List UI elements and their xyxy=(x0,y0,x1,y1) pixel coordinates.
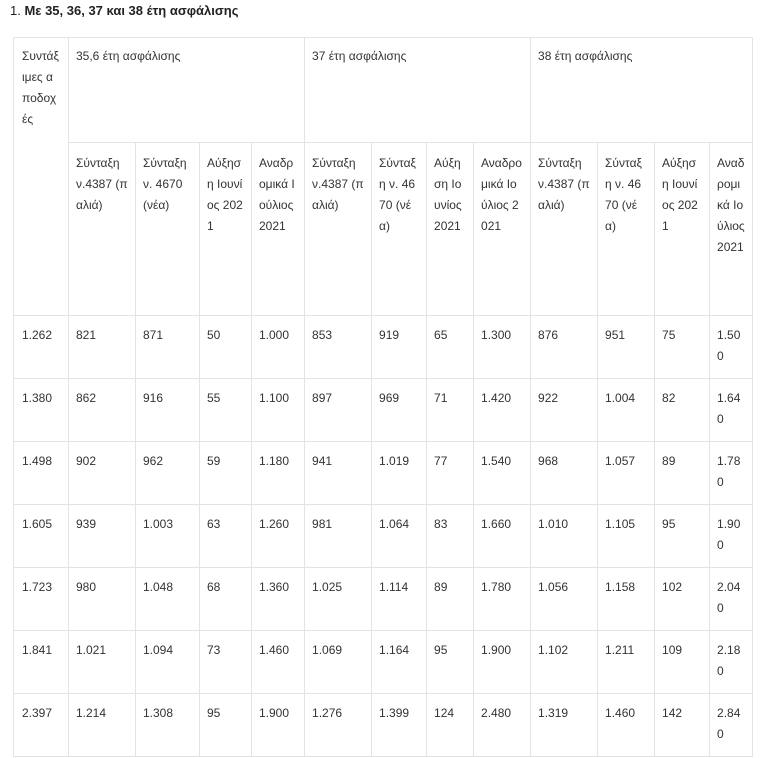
value-cell: 1.180 xyxy=(252,442,305,505)
value-cell: 1.056 xyxy=(531,568,598,631)
value-cell: 902 xyxy=(69,442,136,505)
value-cell: 1.360 xyxy=(252,568,305,631)
value-cell: 1.021 xyxy=(69,631,136,694)
value-cell: 63 xyxy=(200,505,252,568)
table-row xyxy=(14,442,753,505)
subheader-cell: Σύνταξη ν. 4670 (νέα) xyxy=(598,143,655,316)
earnings-cell: 1.498 xyxy=(14,442,69,505)
value-cell: 95 xyxy=(200,694,252,757)
value-cell: 82 xyxy=(655,379,710,442)
value-cell: 1.064 xyxy=(372,505,427,568)
earnings-cell: 1.380 xyxy=(14,379,69,442)
value-cell: 2.180 xyxy=(710,631,753,694)
subheader-cell: Αύξηση Ιουνίος 2021 xyxy=(655,143,710,316)
table-row xyxy=(14,379,753,442)
value-cell: 919 xyxy=(372,316,427,379)
value-cell: 1.211 xyxy=(598,631,655,694)
value-cell: 939 xyxy=(69,505,136,568)
subheader-cell: Αναδρομικά Ιούλιος 2021 xyxy=(710,143,753,316)
group-header: 38 έτη ασφάλισης xyxy=(531,38,753,143)
value-cell: 95 xyxy=(655,505,710,568)
heading-number: 1. xyxy=(10,3,21,18)
value-cell: 1.276 xyxy=(305,694,372,757)
value-cell: 109 xyxy=(655,631,710,694)
heading-text: Με 35, 36, 37 και 38 έτη ασφάλισης xyxy=(24,3,239,18)
table-row xyxy=(14,568,753,631)
earnings-cell: 1.605 xyxy=(14,505,69,568)
value-cell: 922 xyxy=(531,379,598,442)
table-row xyxy=(14,631,753,694)
value-cell: 1.000 xyxy=(252,316,305,379)
value-cell: 142 xyxy=(655,694,710,757)
value-cell: 1.048 xyxy=(136,568,200,631)
subheader-cell: Σύνταξη ν.4387 (παλιά) xyxy=(305,143,372,316)
value-cell: 862 xyxy=(69,379,136,442)
value-cell: 1.100 xyxy=(252,379,305,442)
value-cell: 1.019 xyxy=(372,442,427,505)
subheader-row xyxy=(14,143,753,316)
value-cell: 89 xyxy=(427,568,474,631)
value-cell: 83 xyxy=(427,505,474,568)
value-cell: 969 xyxy=(372,379,427,442)
value-cell: 2.480 xyxy=(474,694,531,757)
value-cell: 2.840 xyxy=(710,694,753,757)
value-cell: 2.040 xyxy=(710,568,753,631)
value-cell: 55 xyxy=(200,379,252,442)
pension-table xyxy=(13,37,753,757)
value-cell: 1.003 xyxy=(136,505,200,568)
group-header: 37 έτη ασφάλισης xyxy=(305,38,531,143)
value-cell: 1.102 xyxy=(531,631,598,694)
value-cell: 853 xyxy=(305,316,372,379)
table-row xyxy=(14,505,753,568)
table-row xyxy=(14,316,753,379)
value-cell: 941 xyxy=(305,442,372,505)
value-cell: 59 xyxy=(200,442,252,505)
value-cell: 821 xyxy=(69,316,136,379)
header-row xyxy=(14,38,753,143)
value-cell: 871 xyxy=(136,316,200,379)
value-cell: 1.214 xyxy=(69,694,136,757)
value-cell: 1.780 xyxy=(710,442,753,505)
subheader-cell: Αναδρομικά Ιούλιος 2021 xyxy=(252,143,305,316)
value-cell: 1.420 xyxy=(474,379,531,442)
subheader-cell: Αύξηση Ιουνίος 2021 xyxy=(200,143,252,316)
value-cell: 1.010 xyxy=(531,505,598,568)
value-cell: 962 xyxy=(136,442,200,505)
value-cell: 1.105 xyxy=(598,505,655,568)
subheader-cell: Σύνταξη ν.4387 (παλιά) xyxy=(69,143,136,316)
value-cell: 1.540 xyxy=(474,442,531,505)
value-cell: 1.164 xyxy=(372,631,427,694)
value-cell: 102 xyxy=(655,568,710,631)
value-cell: 1.640 xyxy=(710,379,753,442)
subheader-cell: Αύξηση Ιουνίος 2021 xyxy=(427,143,474,316)
section-heading xyxy=(10,3,238,18)
group-header: 35,6 έτη ασφάλισης xyxy=(69,38,305,143)
value-cell: 68 xyxy=(200,568,252,631)
value-cell: 1.260 xyxy=(252,505,305,568)
value-cell: 897 xyxy=(305,379,372,442)
value-cell: 1.069 xyxy=(305,631,372,694)
value-cell: 77 xyxy=(427,442,474,505)
value-cell: 1.900 xyxy=(474,631,531,694)
value-cell: 1.094 xyxy=(136,631,200,694)
header-cell: Συντάξιμες αποδοχές xyxy=(14,38,69,316)
value-cell: 1.025 xyxy=(305,568,372,631)
value-cell: 65 xyxy=(427,316,474,379)
value-cell: 981 xyxy=(305,505,372,568)
value-cell: 89 xyxy=(655,442,710,505)
earnings-cell: 1.723 xyxy=(14,568,69,631)
value-cell: 124 xyxy=(427,694,474,757)
value-cell: 71 xyxy=(427,379,474,442)
value-cell: 1.300 xyxy=(474,316,531,379)
value-cell: 1.780 xyxy=(474,568,531,631)
value-cell: 73 xyxy=(200,631,252,694)
value-cell: 951 xyxy=(598,316,655,379)
value-cell: 95 xyxy=(427,631,474,694)
value-cell: 1.660 xyxy=(474,505,531,568)
value-cell: 1.399 xyxy=(372,694,427,757)
value-cell: 1.319 xyxy=(531,694,598,757)
earnings-cell: 1.841 xyxy=(14,631,69,694)
value-cell: 1.004 xyxy=(598,379,655,442)
value-cell: 1.057 xyxy=(598,442,655,505)
value-cell: 1.460 xyxy=(252,631,305,694)
value-cell: 1.900 xyxy=(710,505,753,568)
value-cell: 50 xyxy=(200,316,252,379)
value-cell: 916 xyxy=(136,379,200,442)
value-cell: 968 xyxy=(531,442,598,505)
subheader-cell: Σύνταξη ν. 4670 (νέα) xyxy=(136,143,200,316)
value-cell: 75 xyxy=(655,316,710,379)
value-cell: 1.158 xyxy=(598,568,655,631)
value-cell: 1.900 xyxy=(252,694,305,757)
value-cell: 980 xyxy=(69,568,136,631)
earnings-cell: 2.397 xyxy=(14,694,69,757)
value-cell: 1.308 xyxy=(136,694,200,757)
table-row xyxy=(14,694,753,757)
subheader-cell: Σύνταξη ν. 4670 (νέα) xyxy=(372,143,427,316)
subheader-cell: Αναδρομικά Ιούλιος 2021 xyxy=(474,143,531,316)
value-cell: 876 xyxy=(531,316,598,379)
value-cell: 1.500 xyxy=(710,316,753,379)
value-cell: 1.114 xyxy=(372,568,427,631)
value-cell: 1.460 xyxy=(598,694,655,757)
earnings-cell: 1.262 xyxy=(14,316,69,379)
subheader-cell: Σύνταξη ν.4387 (παλιά) xyxy=(531,143,598,316)
